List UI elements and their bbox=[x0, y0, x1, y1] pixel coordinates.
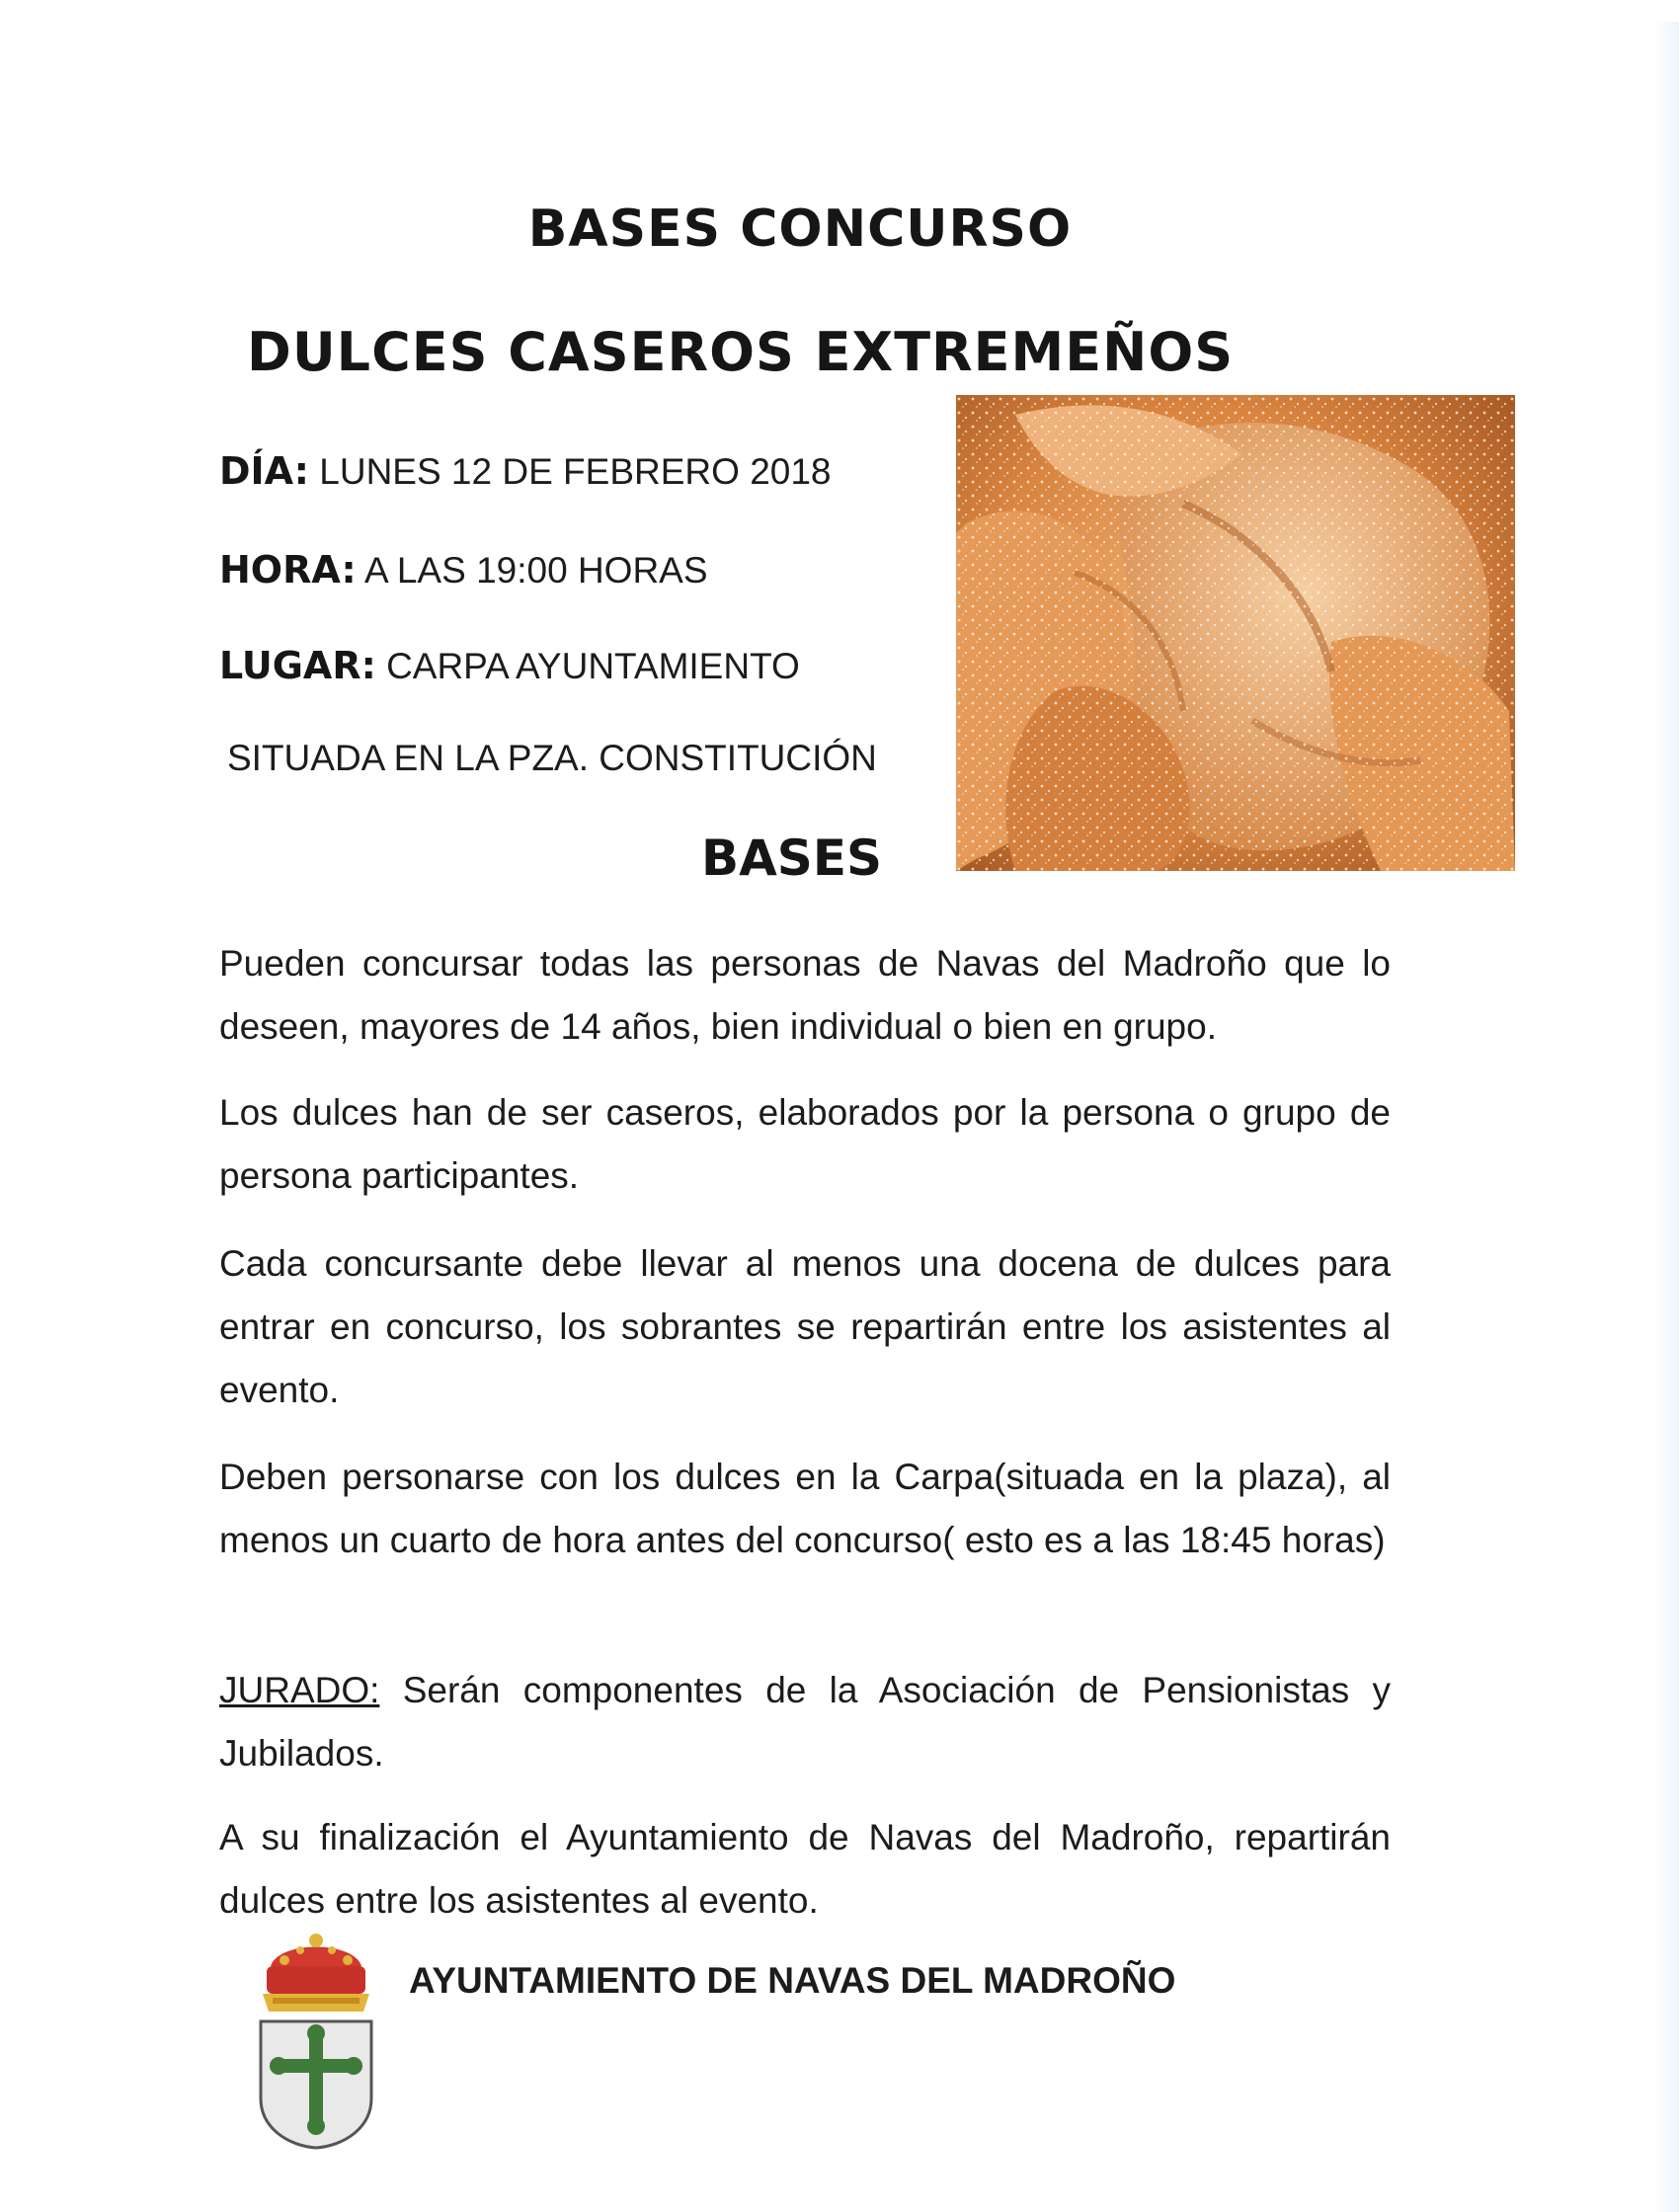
footer-organization: AYUNTAMIENTO DE NAVAS DEL MADROÑO bbox=[409, 1960, 1176, 2001]
jurado-text: Serán componentes de la Asociación de Pensionistas y Jubilados. bbox=[219, 1670, 1391, 1774]
info-hora bbox=[219, 548, 708, 592]
pastry-photo-image bbox=[956, 395, 1515, 871]
paragraph-jury bbox=[219, 1659, 1391, 1785]
lugar-detail: SITUADA EN LA PZA. CONSTITUCIÓN bbox=[227, 738, 877, 778]
scan-edge bbox=[1653, 22, 1679, 2212]
title-line-1: BASES CONCURSO bbox=[527, 199, 1073, 259]
paragraph-closing: A su finalización el Ayuntamiento de Navas del Madroño, repartirán dulces entre los asistentes al evento. bbox=[219, 1817, 1391, 1921]
hora-label: HORA: bbox=[219, 548, 357, 592]
lugar-value: CARPA AYUNTAMIENTO bbox=[386, 646, 800, 686]
title-line-2: DULCES CASEROS EXTREMEÑOS bbox=[247, 321, 1235, 383]
coat-of-arms-icon bbox=[249, 1931, 383, 2150]
paragraph-participants: Pueden concursar todas las personas de Navas del Madroño que lo deseen, mayores de 14 años, bien individual o bien en grupo. bbox=[219, 943, 1391, 1047]
lugar-label: LUGAR: bbox=[219, 644, 376, 687]
dia-value: LUNES 12 DE FEBRERO 2018 bbox=[319, 451, 832, 492]
paragraph-homemade: Los dulces han de ser caseros, elaborados por la persona o grupo de persona participantes. bbox=[219, 1092, 1391, 1196]
bases-heading: BASES bbox=[701, 830, 882, 887]
jurado-label: JURADO: bbox=[219, 1670, 380, 1710]
pastry-photo bbox=[956, 395, 1515, 871]
paragraph-dozen: Cada concursante debe llevar al menos una docena de dulces para entrar en concurso, los sobrantes se repartirán entre los asistentes al evento. bbox=[219, 1243, 1391, 1410]
info-dia bbox=[219, 449, 832, 493]
dia-label: DÍA: bbox=[219, 449, 309, 493]
hora-value: A LAS 19:00 HORAS bbox=[363, 550, 708, 591]
info-lugar bbox=[219, 644, 800, 687]
paragraph-arrival: Deben personarse con los dulces en la Carpa(situada en la plaza), al menos un cuarto de hora antes del concurso( esto es a las 18:45 horas) bbox=[219, 1457, 1391, 1560]
